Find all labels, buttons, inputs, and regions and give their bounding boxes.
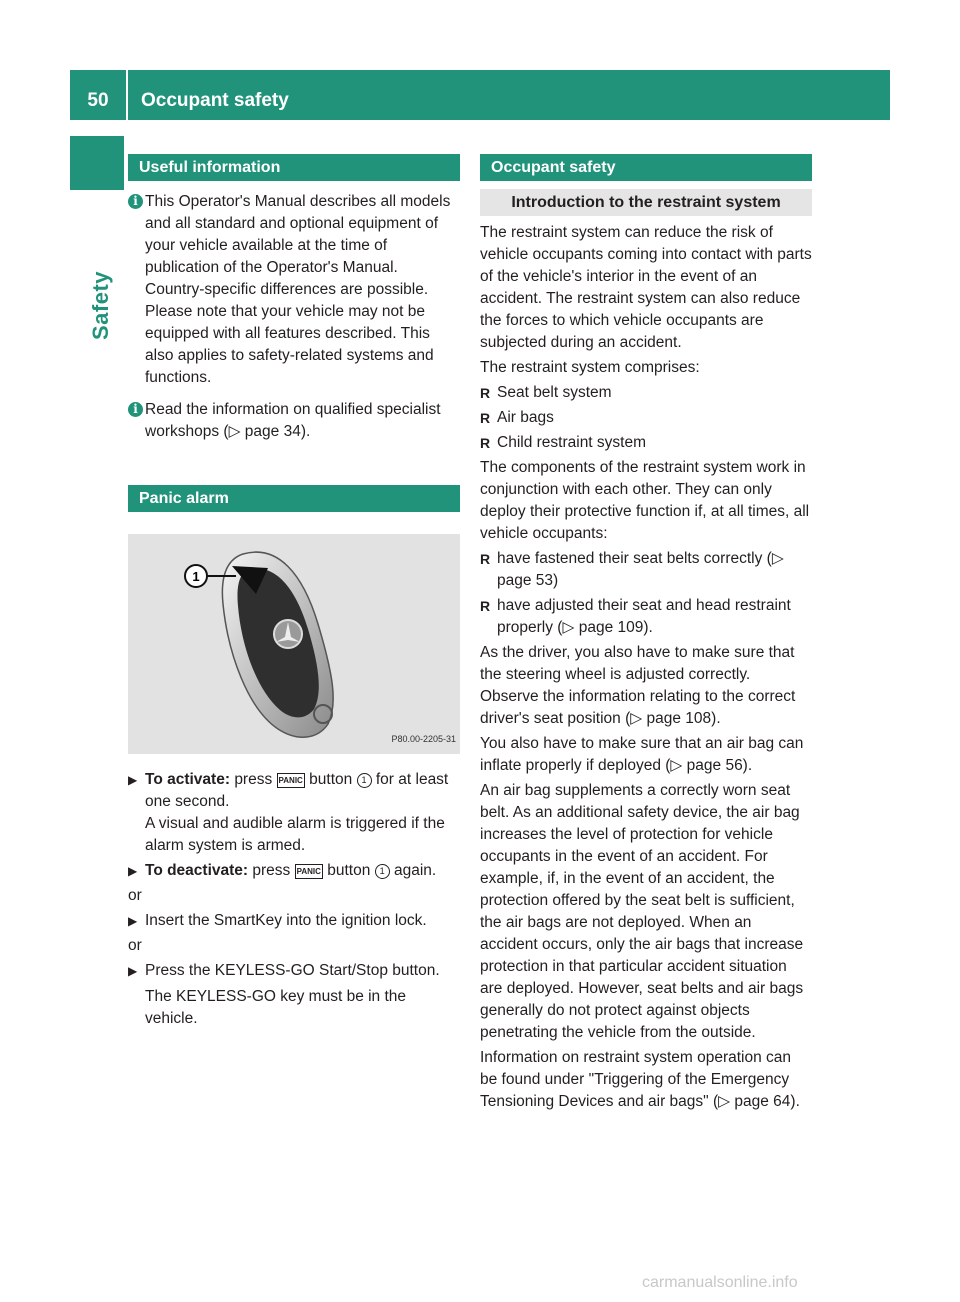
page-link[interactable]: page 64). [734, 1093, 800, 1110]
info-icon: i [128, 402, 143, 417]
list-item: R have adjusted their seat and head restraint properly (▷ page 109). [480, 597, 791, 636]
header-title: Occupant safety [141, 90, 289, 111]
side-tab-marker [70, 136, 124, 190]
page-header [70, 70, 890, 120]
right-column [480, 154, 812, 1113]
step-arrow-icon: ▶ [128, 864, 138, 878]
bullet-icon: R [480, 385, 491, 401]
panic-key-icon: PANIC [277, 773, 305, 788]
info-icon: i [128, 194, 143, 209]
panic-key-icon: PANIC [295, 864, 323, 879]
activate-note: A visual and audible alarm is triggered if the alarm system is armed. [145, 815, 445, 854]
callout-ref-icon: 1 [375, 864, 390, 879]
panic-alarm-heading: Panic alarm [128, 485, 460, 512]
or-text: or [128, 887, 142, 904]
page-ref-arrow-icon: ▷ [630, 710, 643, 727]
header-divider [126, 70, 128, 120]
page-ref-arrow-icon: ▷ [228, 423, 241, 440]
page-ref-arrow-icon: ▷ [670, 757, 683, 774]
paragraph: You also have to make sure that an air bag can inflate properly if deployed (▷ page 56). [480, 735, 804, 774]
paragraph: The restraint system can reduce the risk of vehicle occupants coming into contact with parts of the vehicle's interior in the event of an accident. The restraint system can also reduce the forces to which vehicle occupants are subjected during an accident. [480, 224, 812, 351]
page-link[interactable]: page 53) [497, 572, 559, 589]
page-ref-arrow-icon: ▷ [771, 550, 784, 567]
side-tab-label: Safety [88, 270, 113, 340]
step-arrow-icon: ▶ [128, 773, 138, 787]
svg-text:1: 1 [192, 569, 200, 584]
page-ref-arrow-icon: ▷ [718, 1093, 731, 1110]
restraint-intro-heading: Introduction to the restraint system [480, 189, 812, 216]
page-number: 50 [87, 90, 109, 111]
page-link[interactable]: page 34). [244, 423, 311, 440]
page-link[interactable]: page 109). [578, 619, 653, 636]
or-text: or [128, 937, 142, 954]
paragraph: Information on restraint system operation can be found under "Triggering of the Emergency Tensioning Devices and air bags" (▷ page 64). [480, 1049, 800, 1110]
paragraph: An air bag supplements a correctly worn seat belt. As an additional safety device, the air bag increases the level of protection for vehicle occupants in the event of an accident. For example, if, in the event of an accident, the protection offered by the seat belt is sufficient, the air bags are not deployed. When an accident occurs, only the air bags that increase protection in that particular accident situation are deployed. However, seat belts and air bags generally do not protect against objects penetrating the vehicle from the outside. [480, 782, 804, 1041]
watermark: carmanualsonline.info [642, 1274, 798, 1291]
step-insert-key: ▶ Insert the SmartKey into the ignition lock. [128, 910, 460, 932]
image-code: P80.00-2205-31 [391, 734, 456, 744]
info-paragraph: i This Operator's Manual describes all models and all standard and optional equipment of your vehicle available at the time of publication of the Operator's Manual. Country-specific differences are possible. Please note that your vehicle may not be equipped with all features described. This also applies to safety-related systems and functions. [128, 191, 460, 389]
info-paragraph: i Read the information on qualified specialist workshops (▷ page 34). [128, 399, 460, 443]
callout-ref-icon: 1 [357, 773, 372, 788]
list-item: R Child restraint system [480, 432, 812, 454]
paragraph: The restraint system comprises: [480, 359, 700, 376]
step-activate: ▶ To activate: press PANIC button 1 for at least one second. A visual and audible alarm is triggered if the alarm system is armed. [128, 769, 460, 857]
list-item: R have fastened their seat belts correctly (▷ page 53) [480, 550, 784, 589]
step-arrow-icon: ▶ [128, 914, 138, 928]
bullet-icon: R [480, 551, 491, 567]
page-ref-arrow-icon: ▷ [562, 619, 575, 636]
press-button-note: The KEYLESS-GO key must be in the vehicle. [145, 988, 407, 1027]
step-deactivate: ▶ To deactivate: press PANIC button 1 again. [128, 860, 460, 882]
page-link[interactable]: page 108). [646, 710, 721, 727]
page-link[interactable]: page 56). [686, 757, 753, 774]
paragraph: The components of the restraint system work in conjunction with each other. They can only deploy their protective function if, at all times, all vehicle occupants: [480, 459, 810, 542]
smartkey-illustration [128, 534, 460, 754]
step-press-button: ▶ Press the KEYLESS-GO Start/Stop button. The KEYLESS-GO key must be in the vehicle. [128, 960, 460, 1030]
bullet-icon: R [480, 598, 491, 614]
list-item: R Seat belt system [480, 382, 812, 404]
smartkey-photo [128, 534, 460, 754]
bullet-icon: R [480, 435, 491, 451]
left-column [128, 154, 460, 1030]
paragraph: As the driver, you also have to make sure that the steering wheel is adjusted correctly. Observe the information relating to the correct driver's seat position (▷ page 108). [480, 644, 796, 727]
bullet-icon: R [480, 410, 491, 426]
list-item: R Air bags [480, 407, 812, 429]
step-arrow-icon: ▶ [128, 964, 138, 978]
occupant-safety-heading: Occupant safety [480, 154, 812, 181]
useful-info-heading: Useful information [128, 154, 460, 181]
